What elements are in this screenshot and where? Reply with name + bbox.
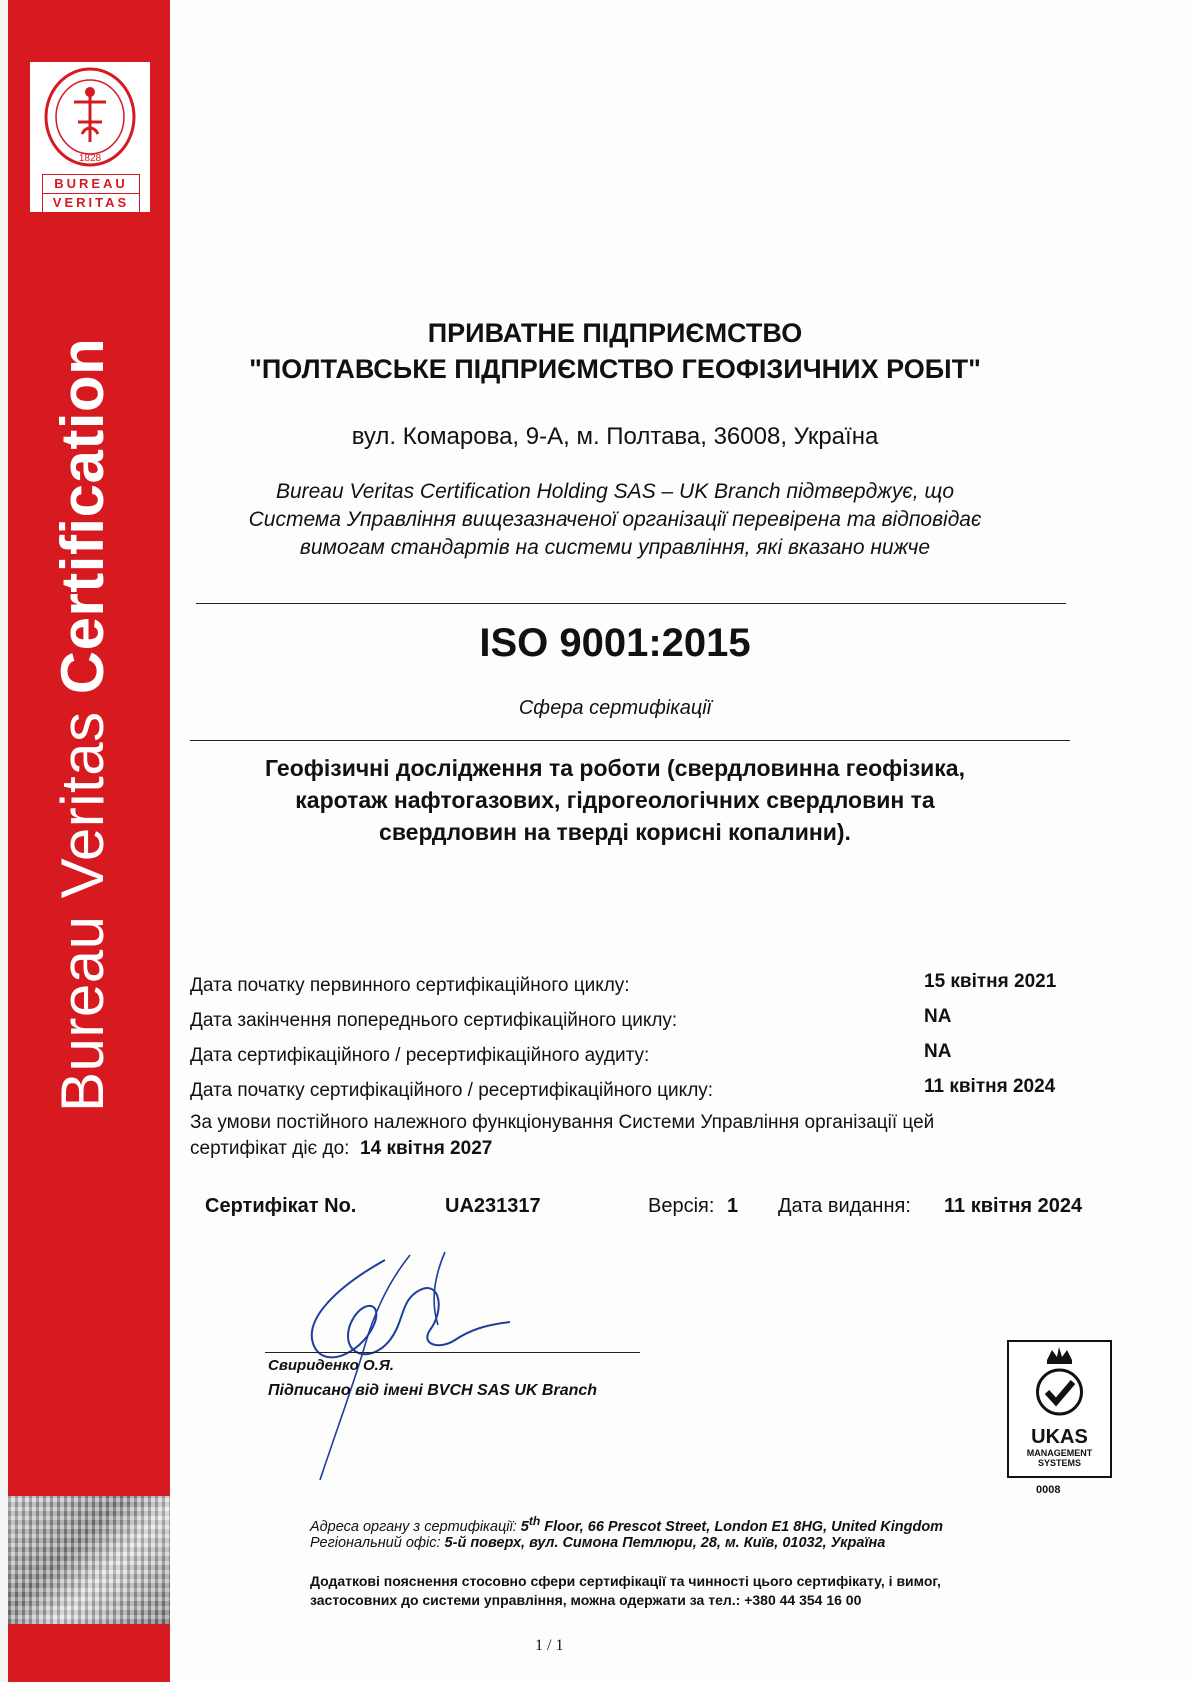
footer-note: застосовних до системи управління, можна одержати за тел.: +380 44 354 16 00 — [310, 1592, 862, 1608]
divider — [190, 740, 1070, 741]
regional-office — [310, 1535, 885, 1551]
validity-statement — [190, 1110, 1090, 1162]
certificate-no-value: UA231317 — [445, 1195, 541, 1217]
bureau-veritas-seal-icon — [30, 62, 150, 174]
date-row — [190, 1006, 1080, 1040]
ukas-crown-check-icon — [1009, 1342, 1110, 1422]
date-value: 15 квітня 2021 — [924, 971, 1057, 992]
date-label: Дата закінчення попереднього сертифікаційного циклу: — [190, 1010, 678, 1031]
ukas-code: 0008 — [1036, 1484, 1061, 1496]
sidebar-brand-text — [48, 252, 118, 1112]
signature-line — [265, 1352, 640, 1353]
cert-body-label: Адреса органу з сертифікації: — [310, 1518, 517, 1535]
standard-title: ISO 9001:2015 — [479, 621, 751, 665]
intro-line: вимогам стандартів на системи управління, які вказано нижче — [299, 536, 931, 559]
regional-value: 5-й поверх, вул. Симона Петлюри, 28, м. Київ, 01032, Україна — [444, 1535, 886, 1551]
divider — [196, 603, 1066, 604]
page-number: 1 / 1 — [535, 1637, 564, 1654]
issue-date-label: Дата видання: — [778, 1195, 911, 1217]
date-row — [190, 1076, 1080, 1110]
certificate-no-label: Сертифікат No. — [205, 1195, 357, 1217]
scope-label: Сфера сертифікації — [518, 697, 712, 719]
logo-wordmark-veritas: VERITAS — [42, 193, 140, 213]
cert-body-floor: 5 — [520, 1518, 529, 1535]
version-value: 1 — [727, 1195, 739, 1217]
org-address: вул. Комарова, 9-А, м. Полтава, 36008, Україна — [351, 423, 879, 450]
signatory-name: Свириденко О.Я. — [268, 1357, 394, 1374]
bureau-veritas-logo — [30, 62, 150, 212]
scope-line: Геофізичні дослідження та роботи (свердловинна геофізика, — [265, 755, 965, 781]
ukas-accreditation-mark — [1007, 1340, 1112, 1478]
intro-line: Bureau Veritas Certification Holding SAS – UK Branch підтверджує, що — [275, 480, 955, 503]
org-type: ПРИВАТНЕ ПІДПРИЄМСТВО — [427, 318, 803, 348]
ukas-line2: SYSTEMS — [1037, 1458, 1081, 1468]
validity-date: 14 квітня 2027 — [360, 1138, 493, 1159]
date-row — [190, 1041, 1080, 1075]
scope-line: каротаж нафтогазових, гідрогеологічних свердловин та — [295, 787, 935, 813]
sidebar-brand: Bureau Veritas — [49, 694, 116, 1112]
footer-note: Додаткові пояснення стосовно сфери сертифікації та чинності цього сертифікату, і вимог, — [310, 1573, 941, 1589]
sidebar-brand-certification: Certification — [49, 337, 116, 695]
version-label: Версія: — [648, 1195, 715, 1217]
date-value: 11 квітня 2024 — [924, 1076, 1056, 1097]
ukas-name: UKAS — [1031, 1426, 1088, 1448]
signatory-on-behalf: Підписано від імені BVCH SAS UK Branch — [268, 1382, 598, 1399]
scope-text — [180, 752, 1050, 848]
intro-line: Система Управління вищезазначеної організації перевірена та відповідає — [248, 508, 982, 531]
scope-line: свердловин на тверді корисні копалини). — [379, 819, 851, 845]
date-label: Дата сертифікаційного / ресертифікаційного аудиту: — [190, 1045, 650, 1066]
date-label: Дата початку первинного сертифікаційного циклу: — [190, 975, 630, 996]
regional-label: Регіональний офіс: — [310, 1535, 441, 1551]
cert-body-address — [310, 1514, 943, 1535]
validity-line — [190, 1136, 1090, 1162]
logo-year: 1828 — [78, 153, 102, 164]
page-edge — [0, 0, 8, 1682]
date-row — [190, 971, 1080, 1005]
logo-wordmark-bureau: BUREAU — [42, 174, 140, 194]
ukas-line1: MANAGEMENT — [1026, 1448, 1093, 1458]
validity-prefix: сертифікат діє до: — [190, 1138, 350, 1159]
issue-date-value: 11 квітня 2024 — [944, 1195, 1083, 1217]
validity-line: За умови постійного належного функціонування Системи Управління організації цей — [190, 1112, 935, 1133]
cert-body-sup: th — [528, 1514, 541, 1528]
intro-statement — [180, 478, 1050, 562]
date-value: NA — [924, 1006, 952, 1027]
hologram-sticker — [8, 1496, 170, 1624]
org-name: "ПОЛТАВСЬКЕ ПІДПРИЄМСТВО ГЕОФІЗИЧНИХ РОБІТ" — [249, 354, 981, 384]
date-label: Дата початку сертифікаційного / ресертифікаційного циклу: — [190, 1080, 714, 1101]
cert-body-value: Floor, 66 Prescot Street, London E1 8HG, United Kingdom — [540, 1518, 944, 1535]
date-value: NA — [924, 1041, 952, 1062]
